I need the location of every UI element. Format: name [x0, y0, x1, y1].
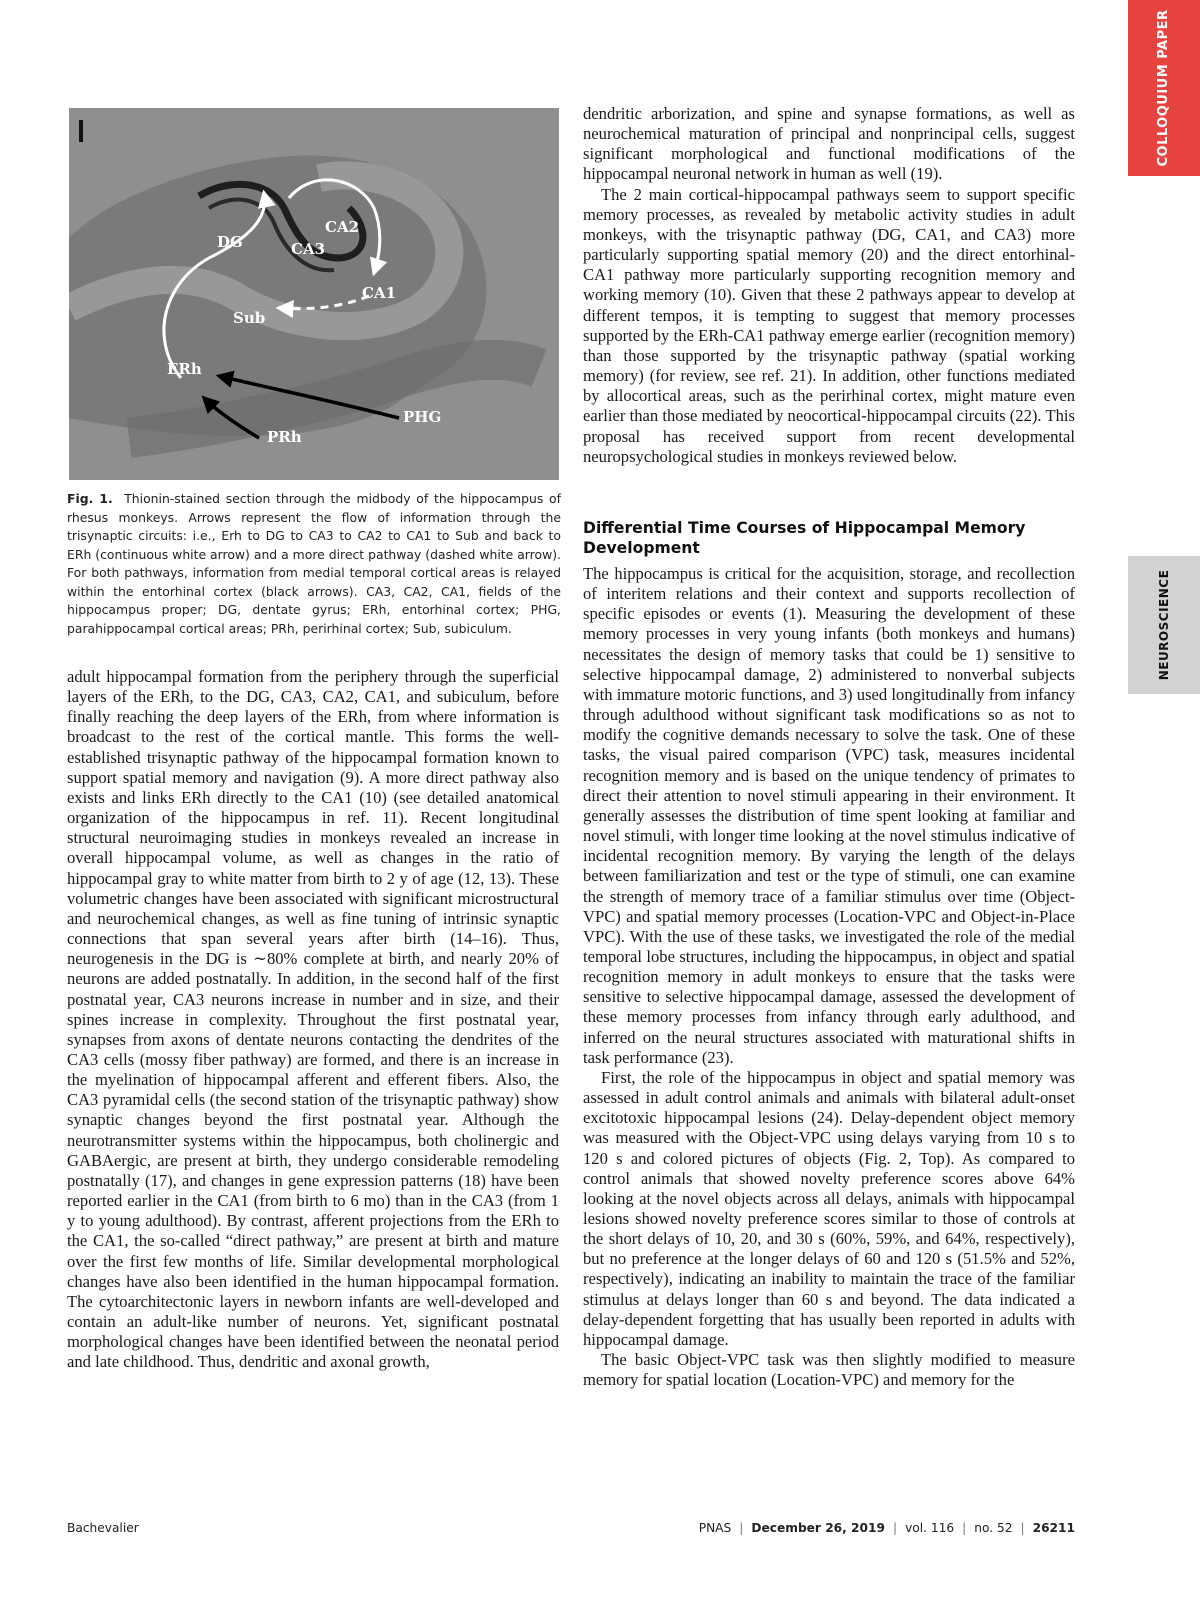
hippocampus-micrograph [69, 108, 559, 480]
footer-date: December 26, 2019 [751, 1521, 885, 1535]
right-column-top [583, 104, 1075, 467]
paragraph: adult hippocampal formation from the periphery through the superficial layers of the ERh, to the DG, CA3, CA2, CA1, and subiculum, before finally reaching the deep layers of the ERh, from where information is broadcast to the rest of the cortical mantle. This forms the well-established trisynaptic pathway of the hippocampal formation known to support spatial memory and navigation (9). A more direct pathway also exists and links ERh directly to the CA1 (10) (see detailed anatomical organization of the hippocampus in ref. 11). Recent longitudinal structural neuroimaging studies in monkeys revealed an increase in overall hippocampal volume, as well as changes in the ratio of hippocampal gray to white matter from birth to 2 y of age (12, 13). These volumetric changes have been associated with significant microstructural and neurochemical changes, as well as fine tuning of intrinsic synaptic connections that span several years after birth (14–16). Thus, neurogenesis in the DG is ∼80% complete at birth, and nearly 20% of neurons are added postnatally. In addition, in the second half of the first postnatal year, CA3 neurons increase in number and in size, and their spines increase in complexity. Throughout the first postnatal year, synapses from axons of dentate neurons contacting the dendrites of the CA3 cells (mossy fiber pathway) are formed, and there is an increase in the myelination of hippocampal afferent and efferent fibers. Also, the CA3 pyramidal cells (the second station of the trisynaptic pathway) show synaptic changes beyond the first postnatal year. Although the neurotransmitter systems within the hippocampus, both cholinergic and GABAergic, are present at birth, they undergo considerable remodeling postnatally (17), and changes in gene expression patterns (18) have been reported earlier in the CA1 (from birth to 6 mo) than in the CA3 (from 1 y to young adulthood). By contrast, afferent projections from the ERh to the CA1, the so-called “direct pathway,” are present at birth and mature over the first few months of life. Similar developmental morphological changes have also been identified in the human hippocampal formation. The cytoarchitectonic layers in newborn infants are well-developed and contain an adult-like number of neurons. Yet, significant postnatal morphological changes have been identified between the neonatal period and late childhood. Thus, dendritic and axonal growth, [67, 667, 559, 1372]
section-label: NEUROSCIENCE [1157, 569, 1171, 681]
paragraph: dendritic arborization, and spine and synapse formations, as well as neurochemical maturation of principal and nonprincipal cells, suggest significant morphological and functional modifications of the hippocampal neuronal network in human as well (19). [583, 104, 1075, 184]
caption-label: Fig. 1. [67, 491, 113, 506]
figure-label-ca2: CA2 [325, 218, 360, 236]
footer-author: Bachevalier [67, 1521, 139, 1535]
figure-label-dg: DG [217, 233, 243, 251]
section-tab-neuroscience [1128, 556, 1200, 694]
paragraph: The hippocampus is critical for the acquisition, storage, and recollection of interitem relations and their context and supports recollection of specific episodes or events (1). Measuring the development of these memory processes in very young infants (both monkeys and humans) necessitates the design of memory tasks that could be 1) sensitive to selective hippocampal damage, 2) administered to nonverbal subjects with immature motoric functions, and 3) used longitudinally from infancy through adulthood without significant task modifications so as not to modify the cognitive demands necessary to solve the task. One of these tasks, the visual paired comparison (VPC) task, measures incidental recognition memory and is based on the unique tendency of primates to direct their attention to novel stimuli appearing in their environment. It generally assesses the distribution of time spent looking at familiar and novel stimuli, with longer time looking at the novel stimulus indicative of incidental recognition memory. By varying the length of the delays between familiarization and test or the type of stimuli, one can examine the strength of memory trace of a familiar stimulus over time (Object-VPC) and spatial memory processes (Location-VPC and Object-in-Place VPC). With the use of these tasks, we investigated the role of the medial temporal lobe structures, including the hippocampus, in object and spatial recognition memory in adult monkeys to ensure that the tasks were sensitive to selective hippocampal damage, assessed the development of these memory processes from infancy through early adulthood, and inferred on the neural structures associated with maturational shifts in task performance (23). [583, 564, 1075, 1067]
section-heading: Differential Time Courses of Hippocampal Memory Development [583, 519, 1026, 557]
paragraph: The basic Object-VPC task was then slightly modified to measure memory for spatial location (Location-VPC) and memory for the [583, 1350, 1075, 1390]
figure-1-caption [67, 490, 561, 638]
footer-issue: no. 52 [974, 1521, 1013, 1535]
caption-text: Thionin-stained section through the midbody of the hippocampus of rhesus monkeys. Arrows represent the flow of information through the trisynaptic circuits: i.e., Erh to DG to CA3 to CA2 to CA1 to Sub and back to ERh (continuous white arrow) and a more direct pathway (dashed white arrow). For both pathways, information from medial temporal cortical areas is relayed within the entorhinal cortex (black arrows). CA3, CA2, CA1, fields of the hippocampus proper; DG, dentate gyrus; ERh, entorhinal cortex; PHG, parahippocampal cortical areas; PRh, perirhinal cortex; Sub, subiculum. [67, 491, 561, 636]
figure-label-prh: PRh [267, 428, 302, 446]
footer-citation: PNAS | December 26, 2019 | vol. 116 | no. 52 | 26211 [698, 1521, 1075, 1535]
paragraph: The 2 main cortical-hippocampal pathways seem to support specific memory processes, as revealed by metabolic activity studies in adult monkeys, with the trisynaptic pathway (DG, CA1, and CA3) more particularly supporting spatial memory (20) and the direct entorhinal-CA1 pathway more particularly supporting recognition memory and working memory (10). Given that these 2 pathways appear to develop at different tempos, it is tempting to suggest that memory processes supported by the ERh-CA1 pathway emerge earlier (recognition memory) than those supported by the trisynaptic pathway (spatial working memory) (for review, see ref. 21). In addition, other functions mediated by allocortical areas, such as the perirhinal cortex, might mature even earlier than those mediated by neocortical-hippocampal circuits (22). This proposal has received support from recent developmental neuropsychological studies in monkeys reviewed below. [583, 184, 1075, 466]
figure-label-sub: Sub [233, 309, 266, 327]
figure-label-phg: PHG [403, 408, 442, 426]
paragraph: First, the role of the hippocampus in object and spatial memory was assessed in adult control animals and animals with bilateral adult-onset excitotoxic hippocampal lesions (24). Delay-dependent object memory was measured with the Object-VPC using delays varying from 10 s to 120 s and colored pictures of objects (Fig. 2, Top). As compared to control animals that showed novelty preference scores above 64% looking at the novel objects across all delays, animals with hippocampal lesions showed novelty preference scores similar to those of controls at the short delays of 10, 20, and 30 s (60%, 59%, and 64%, respectively), but no preference at the longer delays of 60 and 120 s (51.5% and 52%, respectively), indicating an inability to maintain the trace of the familiar stimulus at delays longer than 60 s and beyond. The data indicated a delay-dependent forgetting that has usually been reported in adults with hippocampal damage. [583, 1067, 1075, 1349]
footer-page-number: 26211 [1032, 1521, 1075, 1535]
figure-label-ca1: CA1 [362, 284, 397, 302]
colloquium-paper-tab [1128, 0, 1200, 176]
left-column [67, 667, 559, 1372]
figure-1-hippocampus-section [69, 108, 559, 480]
colloquium-paper-label: COLLOQUIUM PAPER [1156, 9, 1171, 167]
footer-journal: PNAS [698, 1521, 732, 1535]
figure-label-erh: ERh [167, 360, 202, 378]
footer-volume: vol. 116 [905, 1521, 955, 1535]
figure-label-ca3: CA3 [291, 240, 326, 258]
right-column-bottom [583, 564, 1075, 1390]
